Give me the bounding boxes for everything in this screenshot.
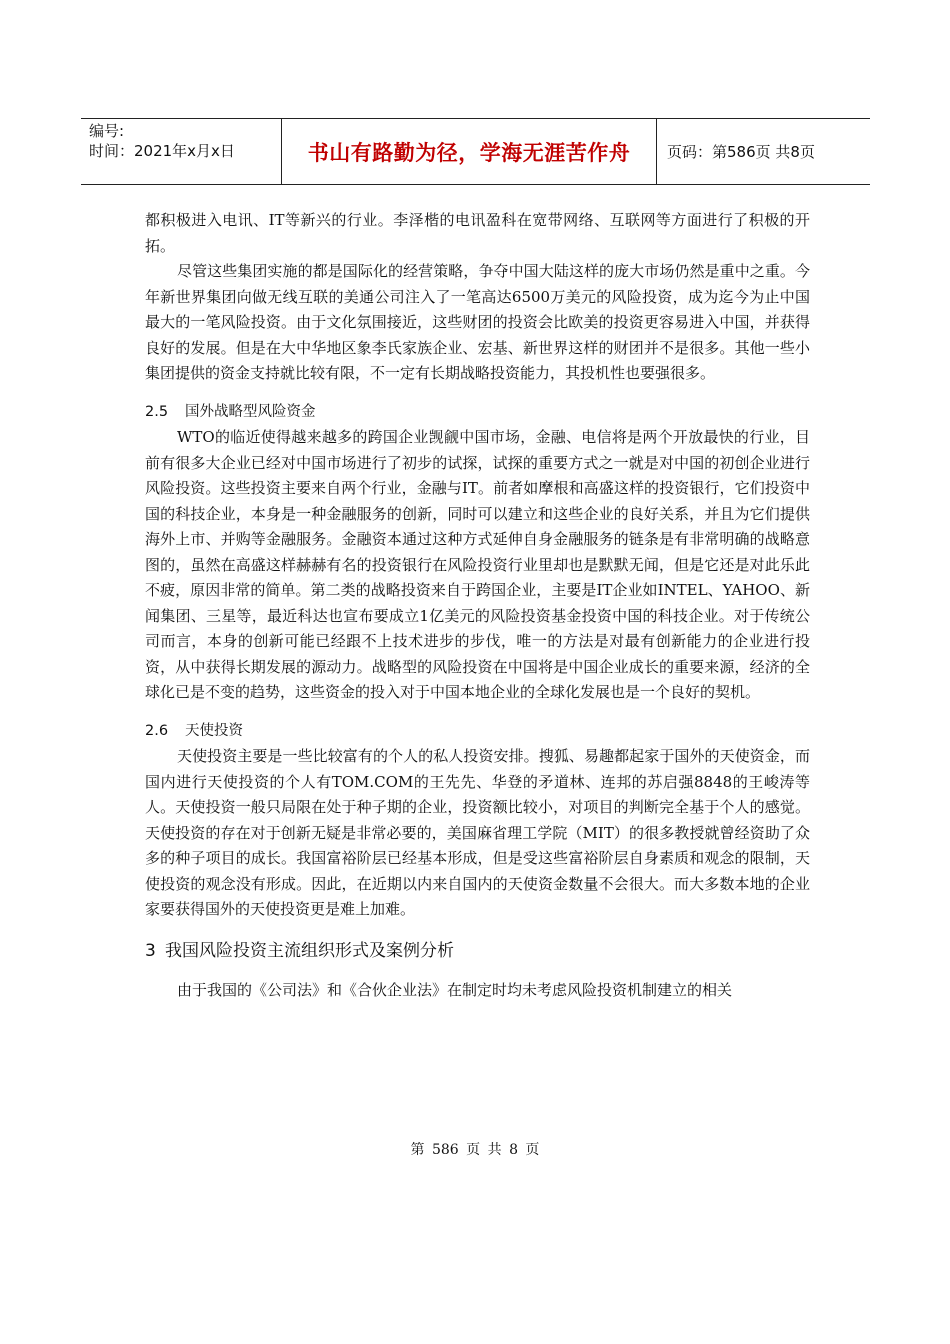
paragraph-4: 天使投资主要是一些比较富有的个人的私人投资安排。搜狐、易趣都起家于国外的天使资金，而国内进行天使投资的个人有TOM.COM的王先先、华登的矛道林、连邦的苏启强8848的王峻涛等人。天使投资一般只局限在处于种子期的企业，投资额比较小，对项目的判断完全基于个人的感觉。天使投资的存在对于创新无疑是非常必要的，美国麻省理工学院（MIT）的很多教授就曾经资助了众多的种子项目的成长。我国富裕阶层已经基本形成，但是受这些富裕阶层自身素质和观念的限制，天使投资的观念没有形成。因此，在近期以内来自国内的天使资金数量不会很大。而大多数本地的企业家要获得国外的天使投资更是难上加难。 [145,747,810,918]
header-page-label: 页码：第586页 共8页 [667,143,815,161]
time-label: 时间：2021年x月x日 [89,142,235,160]
section-title: 天使投资 [185,722,243,739]
section-heading-2-5 [145,400,810,426]
section-title: 国外战略型风险资金 [185,403,316,420]
document-body [145,208,810,1004]
chapter-heading-3 [145,939,810,965]
paragraph-3: WTO的临近使得越来越多的跨国企业觊觎中国市场，金融、电信将是两个开放最快的行业，目前有很多大企业已经对中国市场进行了初步的试探，试探的重要方式之一就是对中国的初创企业进行风险投资。这些投资主要来自两个行业，金融与IT。前者如摩根和高盛这样的投资银行，它们投资中国的科技企业，本身是一种金融服务的创新，同时可以建立和这些企业的良好关系，并且为它们提供海外上市、并购等金融服务。金融资本通过这种方式延伸自身金融服务的链条是有非常明确的战略意图的，虽然在高盛这样赫赫有名的投资银行在风险投资行业里却也是默默无闻，但是它还是对此乐此不疲，原因非常的简单。第二类的战略投资来自于跨国企业，主要是IT企业如INTEL、YAHOO、新闻集团、三星等，最近科达也宣布要成立1亿美元的风险投资基金投资中国的科技企业。对于传统公司而言，本身的创新可能已经跟不上技术进步的步伐，唯一的方法是对最有创新能力的企业进行投资，从中获得长期发展的源动力。战略型的风险投资在中国将是中国企业成长的重要来源，经济的全球化已是不变的趋势，这些资金的投入对于中国本地企业的全球化发展也是一个良好的契机。 [145,428,810,701]
paragraph-1: 都积极进入电讯、IT等新兴的行业。李泽楷的电讯盈科在宽带网络、互联网等方面进行了积极的开拓。 [145,211,810,255]
paragraph-2: 尽管这些集团实施的都是国际化的经营策略，争夺中国大陆这样的庞大市场仍然是重中之重。今年新世界集团向做无线互联的美通公司注入了一笔高达6500万美元的风险投资，成为迄今为止中国最大的一笔风险投资。由于文化氛围接近，这些财团的投资会比欧美的投资更容易进入中国，并获得良好的发展。但是在大中华地区象李氏家族企业、宏基、新世界这样的财团并不是很多。其他一些小集团提供的资金支持就比较有限，不一定有长期战略投资能力，其投机性也要强很多。 [145,262,810,382]
section-number: 2.5 [145,403,169,420]
chapter-title: 我国风险投资主流组织形式及案例分析 [165,940,454,961]
page-header [81,118,870,185]
section-heading-2-6 [145,719,810,745]
page-footer: 第 586 页 共 8 页 [410,1142,540,1158]
paragraph-5: 由于我国的《公司法》和《合伙企业法》在制定时均未考虑风险投资机制建立的相关 [177,981,733,999]
number-label: 编号: [89,122,125,140]
header-motto: 书山有路勤为径，学海无涯苦作舟 [281,119,657,184]
header-meta [81,119,281,184]
chapter-number: 3 [145,940,156,961]
section-number: 2.6 [145,722,169,739]
